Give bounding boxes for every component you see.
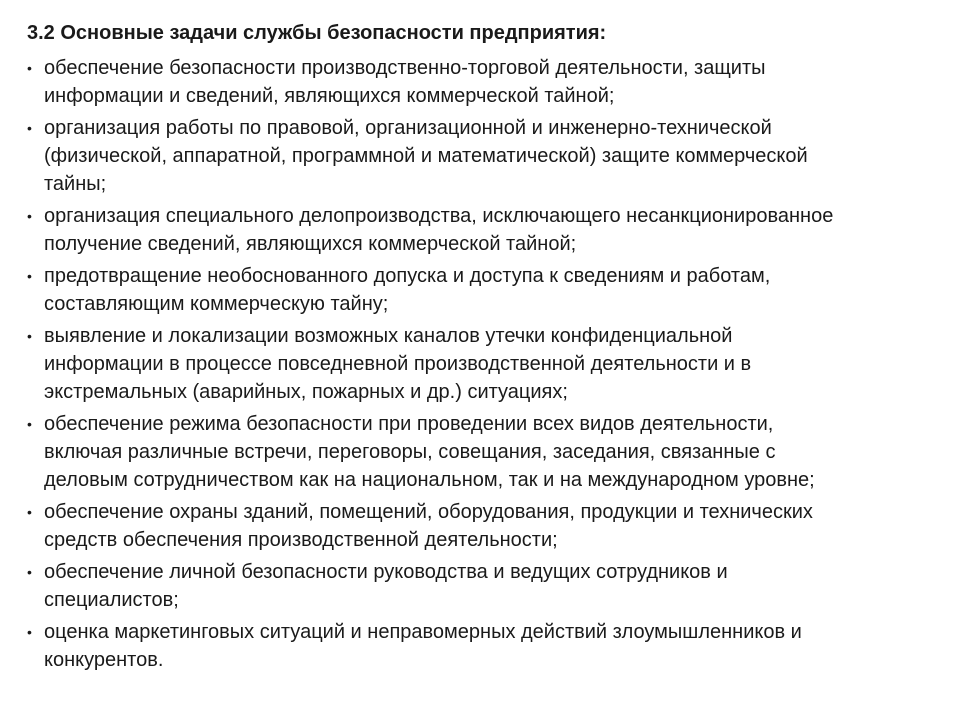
task-item xyxy=(27,618,920,674)
task-item xyxy=(27,114,920,198)
bullet-icon: • xyxy=(27,208,32,224)
bullet-icon: • xyxy=(27,120,32,136)
task-text-line: оценка маркетинговых ситуаций и неправомерных действий злоумышленников и xyxy=(44,621,802,643)
task-item xyxy=(27,54,920,110)
task-text-line: организация работы по правовой, организационной и инженерно-технической xyxy=(44,117,772,139)
bullet-icon: • xyxy=(27,416,32,432)
bullet-icon: • xyxy=(27,268,32,284)
bullet-icon: • xyxy=(27,328,32,344)
task-text-line: обеспечение безопасности производственно-торговой деятельности, защиты xyxy=(44,57,766,79)
task-text-line: обеспечение охраны зданий, помещений, оборудования, продукции и технических xyxy=(44,501,813,523)
task-item xyxy=(27,498,920,554)
task-text-line: составляющим коммерческую тайну; xyxy=(44,293,389,315)
task-item xyxy=(27,410,920,494)
task-text-line: (физической, аппаратной, программной и математической) защите коммерческой xyxy=(44,145,808,167)
bullet-icon: • xyxy=(27,624,32,640)
slide-title: 3.2 Основные задачи службы безопасности предприятия: xyxy=(27,22,607,44)
task-text-line: организация специального делопроизводства, исключающего несанкционированное xyxy=(44,205,834,227)
task-text-line: средств обеспечения производственной деятельности; xyxy=(44,529,558,551)
task-text-line: обеспечение личной безопасности руководства и ведущих сотрудников и xyxy=(44,561,728,583)
task-text-line: конкурентов. xyxy=(44,649,164,671)
task-item xyxy=(27,322,920,406)
bullet-icon: • xyxy=(27,60,32,76)
task-text-line: специалистов; xyxy=(44,589,179,611)
task-item xyxy=(27,262,920,318)
task-text-line: включая различные встречи, переговоры, совещания, заседания, связанные с xyxy=(44,441,776,463)
task-text-line: получение сведений, являющихся коммерческой тайной; xyxy=(44,233,577,255)
task-item xyxy=(27,558,920,614)
task-text-line: выявление и локализации возможных каналов утечки конфиденциальной xyxy=(44,325,733,347)
task-text-line: тайны; xyxy=(44,173,107,195)
task-text-line: информации и сведений, являющихся коммерческой тайной; xyxy=(44,85,615,107)
task-text-line: экстремальных (аварийных, пожарных и др.) ситуациях; xyxy=(44,381,568,403)
task-text-line: предотвращение необоснованного допуска и доступа к сведениям и работам, xyxy=(44,265,771,287)
task-text-line: информации в процессе повседневной производственной деятельности и в xyxy=(44,353,752,375)
bullet-icon: • xyxy=(27,564,32,580)
task-text-line: деловым сотрудничеством как на национальном, так и на международном уровне; xyxy=(44,469,815,491)
task-item xyxy=(27,202,920,258)
bullet-icon: • xyxy=(27,504,32,520)
task-text-line: обеспечение режима безопасности при проведении всех видов деятельности, xyxy=(44,413,774,435)
task-list xyxy=(27,54,920,674)
